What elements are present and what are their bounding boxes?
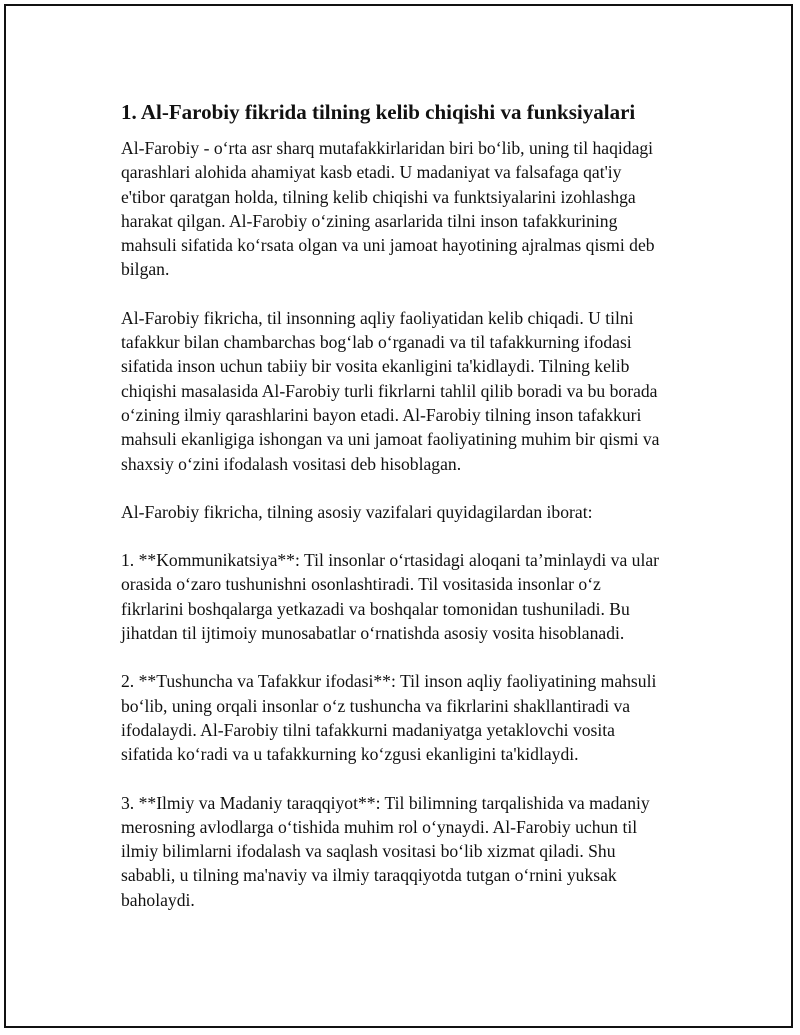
text-line: e'tibor qaratgan holda, tilning kelib chiqishi va funktsiyalarini izohlashga: [121, 186, 636, 207]
document-page: [4, 4, 793, 1028]
paragraph: [121, 136, 696, 282]
text-line: jihatdan til ijtimoiy munosabatlar o‘rnatishda asosiy vosita hisoblanadi.: [121, 623, 625, 644]
text-line: 1. **Kommunikatsiya**: Til insonlar o‘rtasidagi aloqani ta’minlaydi va ular: [121, 550, 660, 571]
text-line: o‘zining ilmiy qarashlarini bayon etadi. Al-Farobiy tilning inson tafakkuri: [121, 404, 642, 425]
text-line: bilgan.: [121, 259, 170, 280]
text-line: tafakkur bilan chambarchas bog‘lab o‘rganadi va til tafakkurning ifodasi: [121, 332, 632, 353]
text-line: Al-Farobiy fikricha, til insonning aqliy faoliyatidan kelib chiqadi. U tilni: [121, 307, 634, 328]
text-line: orasida o‘zaro tushunishni osonlashtiradi. Til vositasida insonlar o‘z: [121, 574, 601, 595]
text-line: ilmiy bilimlarni ifodalash va saqlash vositasi bo‘lib xizmat qiladi. Shu: [121, 841, 616, 862]
text-line: bo‘lib, uning orqali insonlar o‘z tushuncha va fikrlarini shakllantiradi va: [121, 695, 631, 716]
text-line: baholaydi.: [121, 889, 195, 910]
text-line: Al-Farobiy - o‘rta asr sharq mutafakkirlaridan biri bo‘lib, uning til haqidagi: [121, 138, 654, 158]
text-line: shaxsiy o‘zini ifodalash vositasi deb hisoblagan.: [121, 453, 462, 474]
text-line: harakat qilgan. Al-Farobiy o‘zining asarlarida tilni inson tafakkurining: [121, 210, 618, 231]
document-body: [121, 136, 696, 912]
document-title: 1. Al-Farobiy fikrida tilning kelib chiqishi va funksiyalari: [121, 100, 636, 124]
text-line: merosning avlodlarga o‘tishida muhim rol o‘ynaydi. Al-Farobiy uchun til: [121, 816, 638, 837]
text-line: fikrlarini boshqalarga yetkazadi va boshqalar tomonidan tushuniladi. Bu: [121, 598, 630, 619]
paragraph: [121, 548, 696, 645]
text-line: sifatida ko‘radi va u tafakkurning ko‘zgusi ekanligini ta'kidlaydi.: [121, 744, 579, 765]
text-line: mahsuli ekanligiga ishongan va uni jamoat faoliyatining muhim bir qismi va: [121, 429, 660, 450]
paragraph: [121, 669, 696, 766]
text-line: Al-Farobiy fikricha, tilning asosiy vazifalari quyidagilardan iborat:: [121, 501, 593, 522]
text-line: sababli, u tilning ma'naviy va ilmiy taraqqiyotda tutgan o‘rnini yuksak: [121, 865, 617, 886]
paragraph: [121, 500, 696, 524]
text-line: 2. **Tushuncha va Tafakkur ifodasi**: Til inson aqliy faoliyatining mahsuli: [121, 671, 657, 692]
text-line: sifatida inson uchun tabiiy bir vosita ekanligini ta'kidlaydi. Tilning kelib: [121, 356, 630, 377]
document-content: [121, 98, 696, 936]
text-line: mahsuli sifatida ko‘rsata olgan va uni jamoat hayotining ajralmas qismi deb: [121, 235, 655, 256]
text-line: qarashlari alohida ahamiyat kasb etadi. U madaniyat va falsafaga qat'iy: [121, 162, 622, 183]
paragraph: [121, 306, 696, 476]
text-line: 3. **Ilmiy va Madaniy taraqqiyot**: Til bilimning tarqalishida va madaniy: [121, 792, 650, 813]
paragraph: [121, 791, 696, 912]
text-line: chiqishi masalasida Al-Farobiy turli fikrlarni tahlil qilib boradi va bu borada: [121, 380, 658, 401]
text-line: ifodalaydi. Al-Farobiy tilni tafakkurni madaniyatga yetaklovchi vosita: [121, 719, 615, 740]
